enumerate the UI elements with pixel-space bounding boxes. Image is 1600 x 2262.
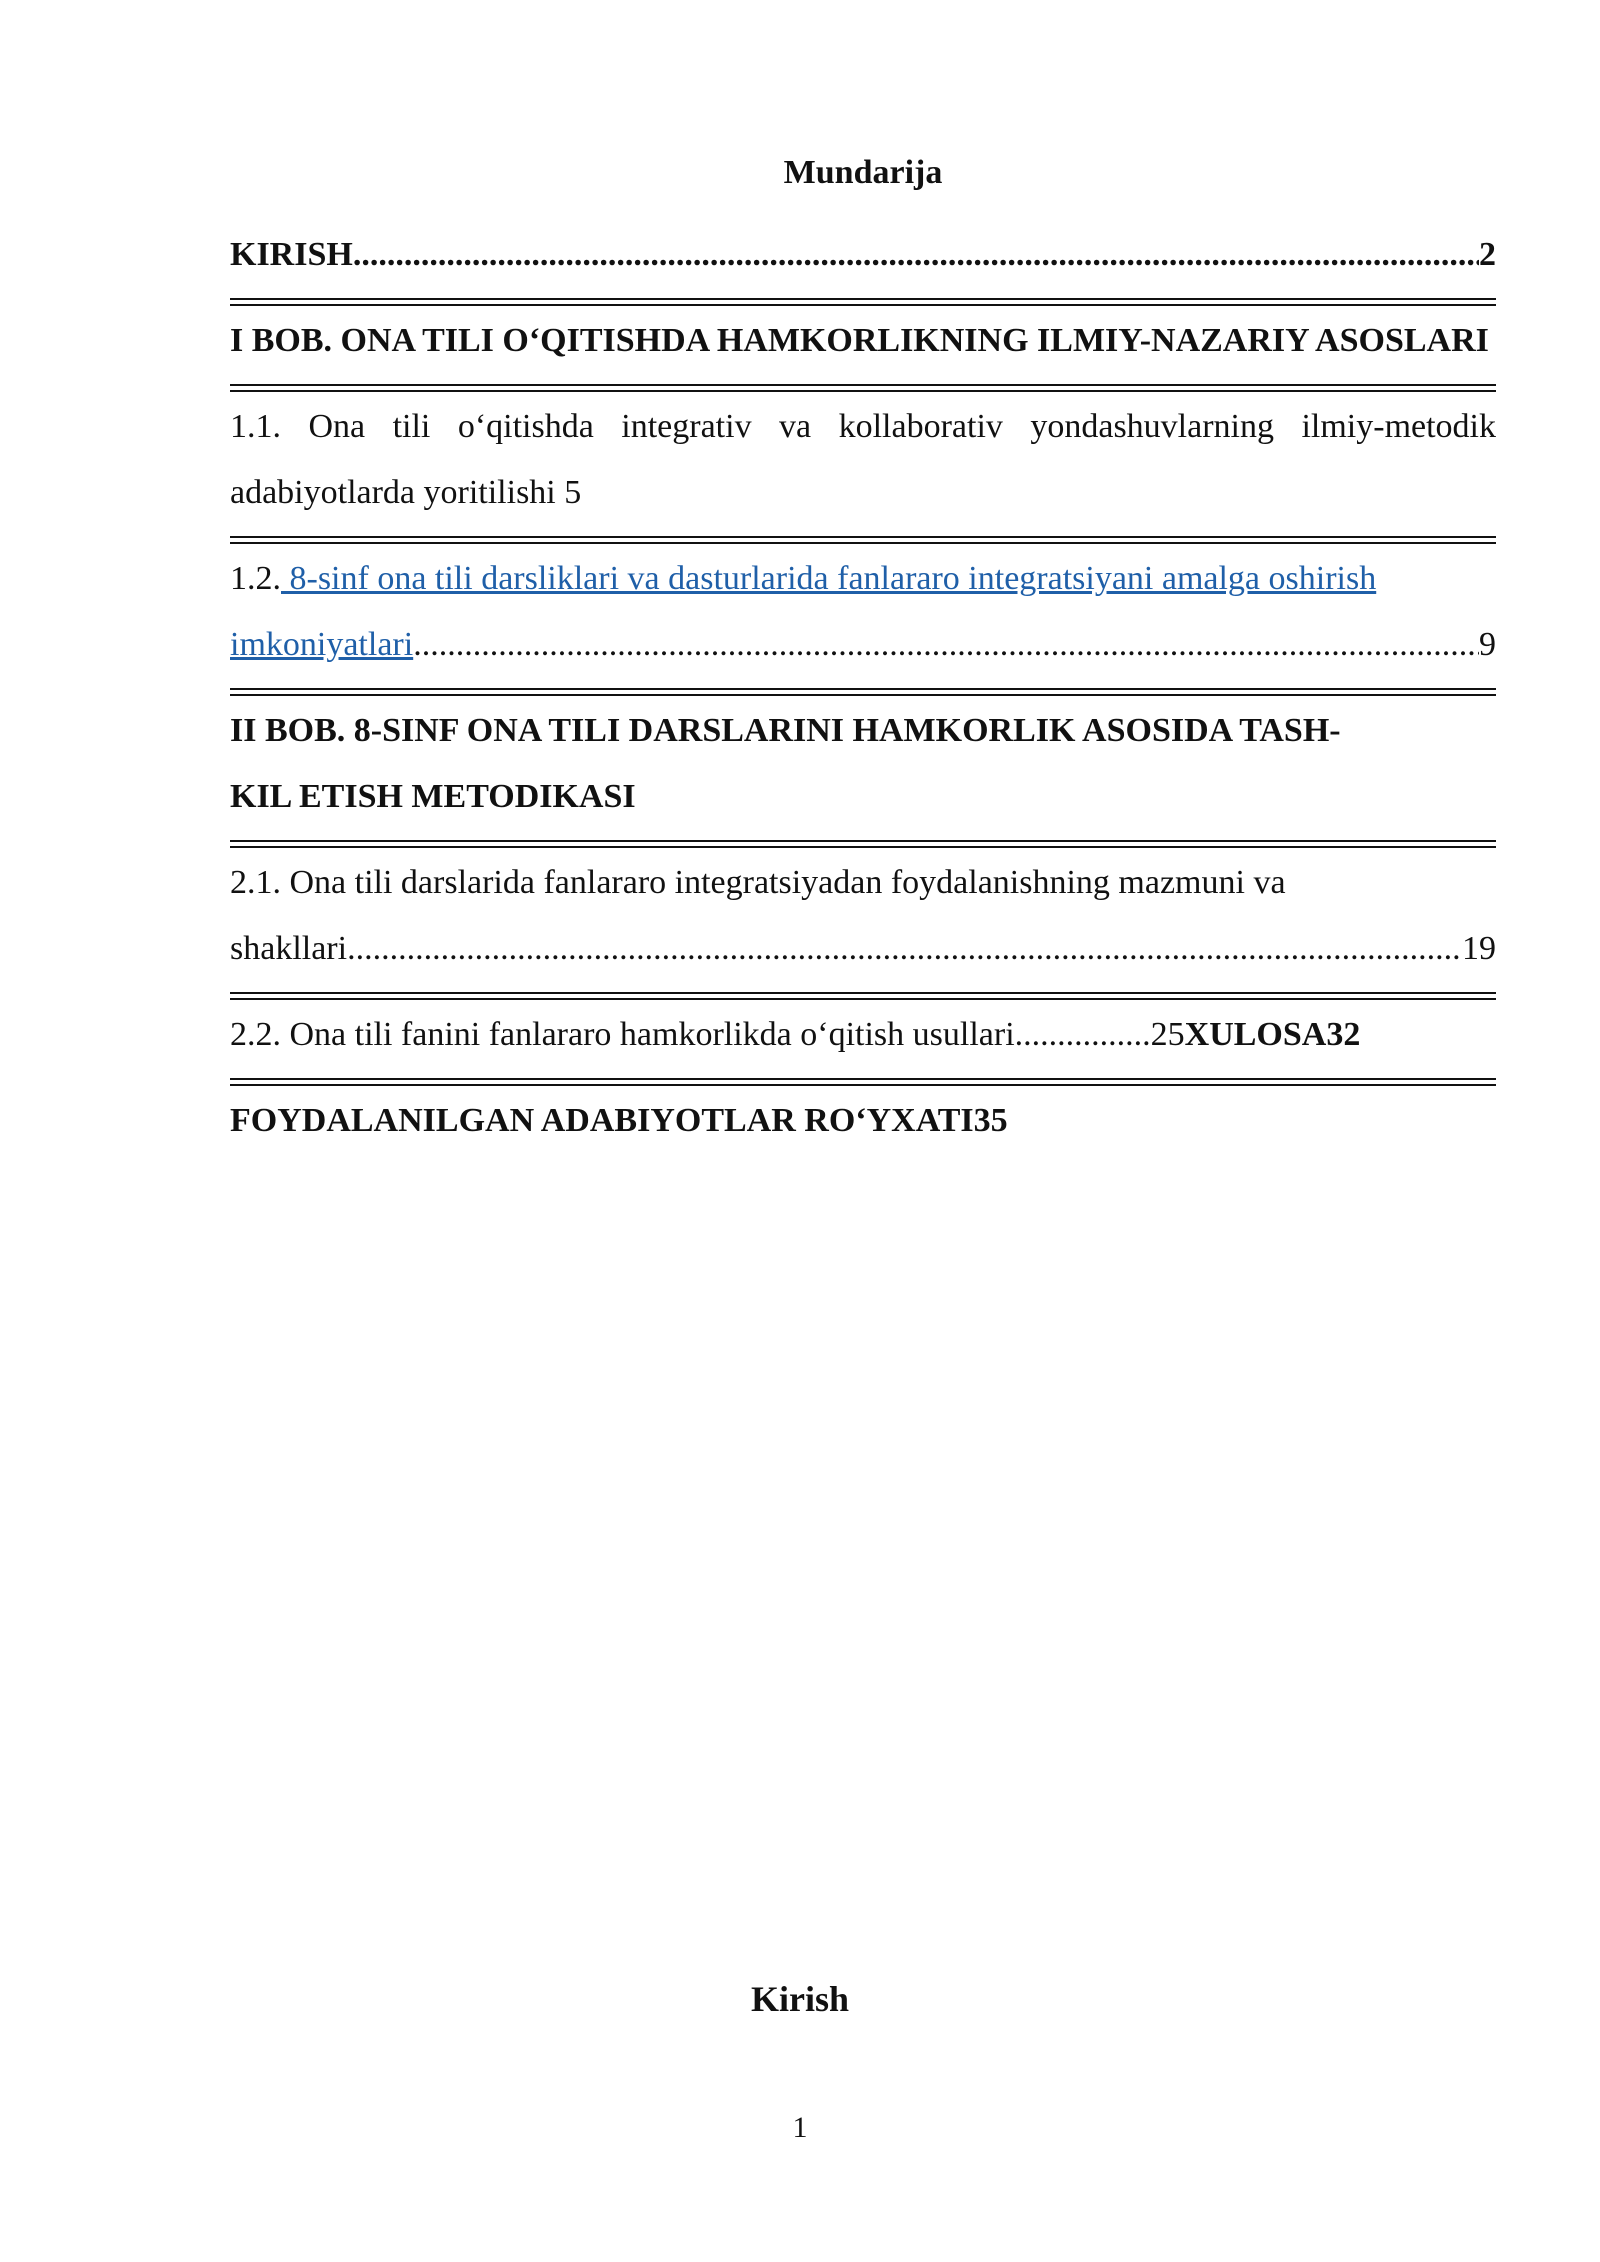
dot-leader: [413, 612, 1479, 678]
toc-title: Mundarija: [783, 154, 943, 191]
toc-page-number: 9: [1479, 626, 1496, 663]
toc-entry-section-2-2[interactable]: [230, 1002, 1496, 1074]
toc-entry-line: [230, 612, 1496, 678]
chapter-line: II BOB. 8-SINF ONA TILI DARSLARINI HAMKORLIK ASOSIDA TASH-: [230, 712, 1341, 749]
dot-leader: [353, 222, 1479, 288]
double-rule: [230, 688, 1496, 696]
toc-entry-line: 2.1. Ona tili darslarida fanlararo integratsiyadan foydalanishning mazmuni va: [230, 864, 1286, 901]
chapter-line: KIL ETISH METODIKASI: [230, 778, 636, 815]
toc-page-number: 2: [1479, 236, 1496, 273]
next-section-heading: Kirish: [750, 1979, 849, 2019]
toc-entry-references[interactable]: FOYDALANILGAN ADABIYOTLAR RO‘YXATI35: [230, 1102, 1008, 1139]
toc-entry-label: KIRISH: [230, 236, 353, 273]
table-of-contents: [230, 148, 1496, 1160]
toc-entry-conclusion: XULOSA32: [1184, 1016, 1361, 1053]
double-rule: [230, 298, 1496, 306]
toc-page-number: 19: [1462, 930, 1496, 967]
toc-entry-kirish[interactable]: [230, 222, 1496, 294]
page-number: 1: [792, 2111, 808, 2144]
double-rule: [230, 536, 1496, 544]
double-rule: [230, 1078, 1496, 1086]
toc-entry-chapter-1[interactable]: I BOB. ONA TILI O‘QITISHDA HAMKORLIKNING ILMIY-NAZARIY ASOSLARI: [230, 322, 1489, 359]
toc-entry-chapter-2[interactable]: [230, 698, 1496, 836]
double-rule: [230, 840, 1496, 848]
toc-entry-section-1-2[interactable]: [230, 546, 1496, 684]
dot-leader: [347, 916, 1462, 982]
section-number: 1.2.: [230, 560, 281, 597]
toc-entry-section-2-1[interactable]: [230, 850, 1496, 988]
section-link[interactable]: 8-sinf ona tili darsliklari va dasturlarida fanlararo integratsiyani amalga oshirish: [281, 560, 1377, 597]
toc-entry-line: [230, 916, 1496, 982]
toc-entry-line: [230, 546, 1496, 612]
toc-entry-section-1-1[interactable]: 1.1. Ona tili o‘qitishda integrativ va kollaborativ yondashuvlarning ilmiy-metodik adabiyotlarda yoritilishi 5: [230, 408, 1496, 511]
toc-entry-label: 2.2. Ona tili fanini fanlararo hamkorlikda o‘qitish usullari................25: [230, 1016, 1185, 1053]
section-link-continued[interactable]: imkoniyatlari: [230, 626, 414, 663]
double-rule: [230, 384, 1496, 392]
toc-entry-label: shakllari: [230, 930, 348, 967]
double-rule: [230, 992, 1496, 1000]
